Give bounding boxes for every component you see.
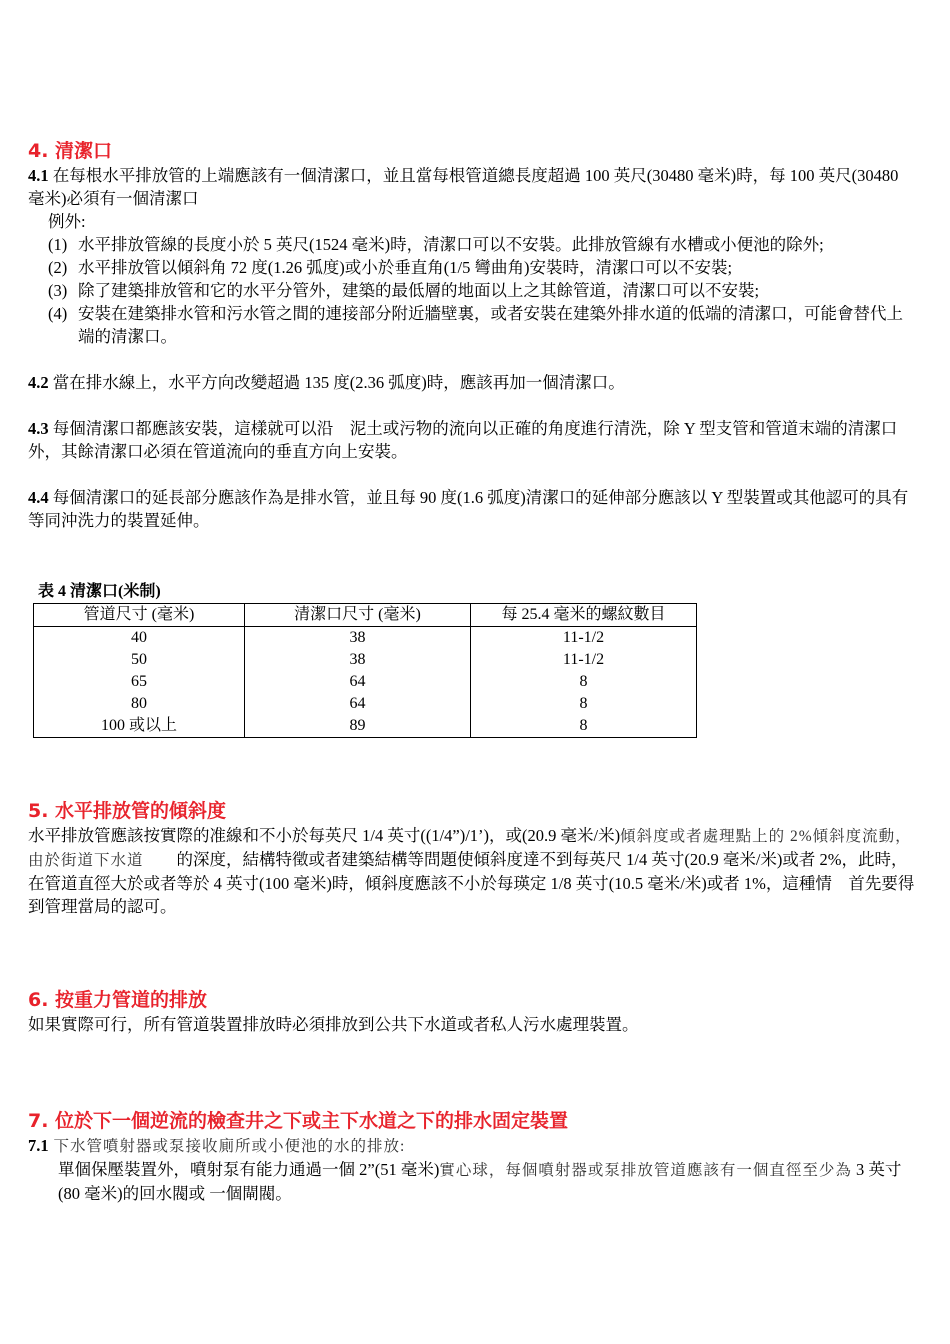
table-row [34, 715, 697, 738]
clause-number: 4.3 [28, 419, 49, 438]
section-4-heading: 4. 清潔口 [28, 140, 113, 162]
exceptions-label: 例外: [48, 212, 86, 231]
document-page [28, 138, 918, 1205]
table-cell: 64 [245, 693, 471, 715]
column-header: 清潔口尺寸 (毫米) [245, 604, 471, 627]
paragraph-4-3 [28, 417, 918, 463]
paragraph-7-1-body: 單個保壓裝置外，噴射泵有能力通過一個 2”(51 毫米)實心球，每個噴射器或泵排放管道應該有一個直徑至少為 3 英寸(80 毫米)的回水閥或 一個閘閥。 [58, 1160, 902, 1203]
table-caption: 表 4 清潔口(米制) [38, 583, 161, 600]
paragraph-4-4 [28, 486, 918, 532]
table-cell: 40 [34, 627, 245, 650]
table-cell: 8 [471, 693, 697, 715]
cleanout-table [33, 603, 697, 738]
clause-text: 下水管噴射器或泵接收廁所或小便池的水的排放: [48, 1138, 406, 1155]
clause-text: 每個清潔口的延長部分應該作為是排水管，並且每 90 度(1.6 弧度)清潔口的延伸部分應該以 Y 型裝置或其他認可的具有等同沖洗力的裝置延伸。 [28, 488, 909, 530]
clause-number: 4.1 [28, 166, 49, 185]
clause-number: 7.1 [28, 1136, 49, 1155]
table-cell: 80 [34, 693, 245, 715]
column-header: 管道尺寸 (毫米) [34, 604, 245, 627]
table-cell: 89 [245, 715, 471, 738]
list-item: (4) 安裝在建築排水管和污水管之間的連接部分附近牆壁裏，或者安裝在建築外排水道的低端的清潔口，可能會替代上端的清潔口。 [48, 304, 903, 346]
table-row [34, 671, 697, 693]
clause-number: 4.4 [28, 488, 49, 507]
table-cell: 38 [245, 649, 471, 671]
paragraph-6: 如果實際可行，所有管道裝置排放時必須排放到公共下水道或者私人污水處理裝置。 [28, 1015, 639, 1034]
table-cell: 100 或以上 [34, 715, 245, 738]
clause-number: 4.2 [28, 373, 49, 392]
table-header-row [34, 604, 697, 627]
clause-text: 每個清潔口都應該安裝，這樣就可以沿 泥土或污物的流向以正確的角度進行清洗，除 Y 型支管和管道末端的清潔口外，其餘清潔口必須在管道流向的垂直方向上安裝。 [28, 419, 898, 461]
clause-text: 在每根水平排放管的上端應該有一個清潔口，並且當每根管道總長度超過 100 英尺(30480 毫米)時，每 100 英尺(30480 毫米)必須有一個清潔口 [28, 166, 899, 208]
table-row [34, 627, 697, 650]
table-cell: 11-1/2 [471, 649, 697, 671]
paragraph-5: 水平排放管應該按實際的准線和不小於每英尺 1/4 英寸((1/4”)/1’)，或(20.9 毫米/米)傾斜度或者處理點上的 2%傾斜度流動，由於街道下水道 的深度，結構特徵或者建築結構等問題使傾斜度達不到每英尺 1/4 英寸(20.9 毫米/米)或者 2%，此時，在管道直徑大於或者等於 4 英寸(100 毫米)時，傾斜度應該不小於每瑛定 1/8 英寸(10.5 毫米/米)或者 1%，這種情 首先要得到管理當局的認可。 [28, 826, 915, 916]
table-cell: 38 [245, 627, 471, 650]
paragraph-7-1 [28, 1134, 918, 1158]
table-cell: 8 [471, 715, 697, 738]
table-cell: 8 [471, 671, 697, 693]
paragraph-4-2 [28, 371, 918, 394]
table-cell: 64 [245, 671, 471, 693]
clause-text: 當在排水線上，水平方向改變超過 135 度(2.36 弧度)時，應該再加一個清潔口。 [48, 373, 625, 392]
table-cell: 50 [34, 649, 245, 671]
section-7-heading: 7. 位於下一個逆流的檢查井之下或主下水道之下的排水固定裝置 [28, 1110, 569, 1132]
column-header: 每 25.4 毫米的螺紋數目 [471, 604, 697, 627]
list-item: (1) 水平排放管線的長度小於 5 英尺(1524 毫米)時，清潔口可以不安裝。此排放管線有水槽或小便池的除外; [48, 235, 824, 254]
paragraph-4-1 [28, 164, 918, 210]
section-5-heading: 5. 水平排放管的傾斜度 [28, 800, 227, 822]
section-6-heading: 6. 按重力管道的排放 [28, 989, 208, 1011]
exceptions-list [28, 233, 918, 348]
table-cell: 65 [34, 671, 245, 693]
list-item: (2) 水平排放管以傾斜角 72 度(1.26 弧度)或小於垂直角(1/5 彎曲角)安裝時，清潔口可以不安裝; [48, 258, 733, 277]
table-row [34, 693, 697, 715]
table-cell: 11-1/2 [471, 627, 697, 650]
list-item: (3) 除了建築排放管和它的水平分管外，建築的最低層的地面以上之其餘管道，清潔口可以不安裝; [48, 281, 760, 300]
table-row [34, 649, 697, 671]
